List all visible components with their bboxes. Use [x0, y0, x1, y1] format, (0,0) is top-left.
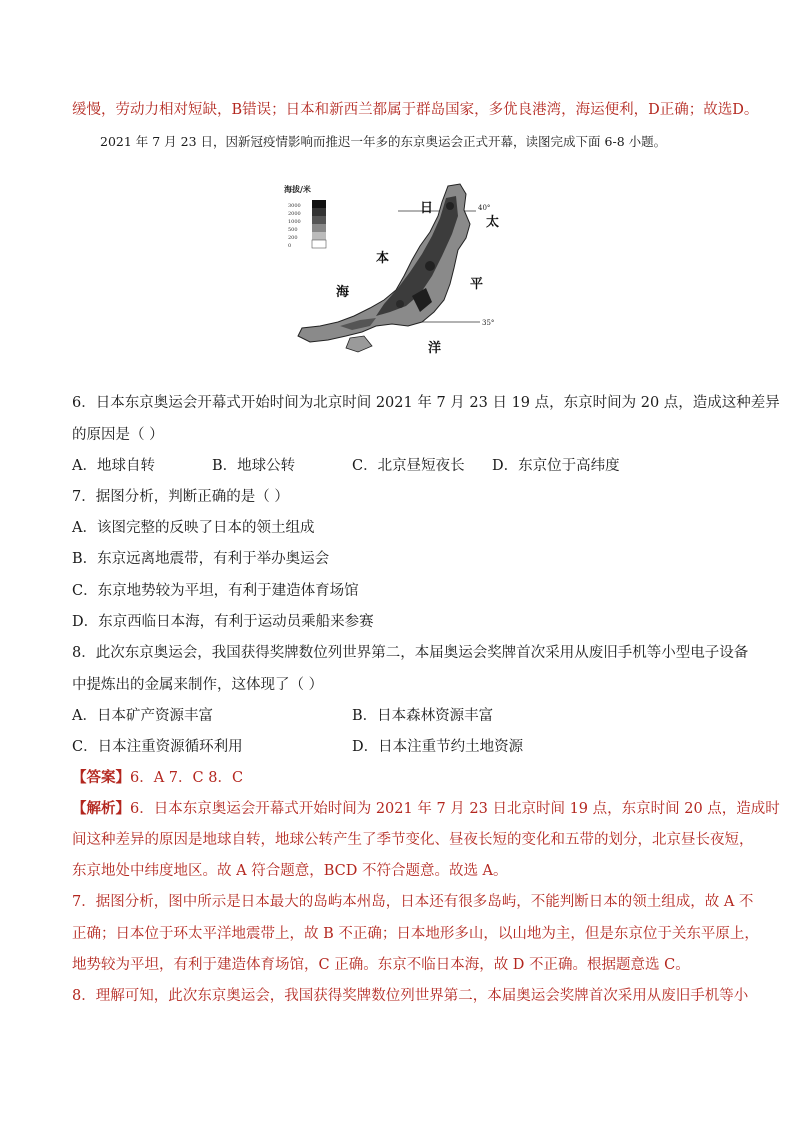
legend-value: 0	[288, 243, 292, 249]
analysis-line3: 东京地处中纬度地区。故 A 符合题意，BCD 不符合题意。故选 A。	[72, 863, 508, 879]
legend-swatch-1000	[312, 216, 326, 224]
answer-line	[72, 768, 243, 788]
q7-stem: 7．据图分析，判断正确的是（ ）	[72, 489, 289, 505]
q6-option-a: A．地球自转	[72, 458, 155, 474]
legend-swatch-3000	[312, 200, 326, 208]
q8-stem-line1: 8．此次东京奥运会，我国获得奖牌数位列世界第二，本届奥运会奖牌首次采用从废旧手机等小型电子设备	[72, 645, 749, 661]
analysis-text-1: 6．日本东京奥运会开幕式开始时间为 2021 年 7 月 23 日北京时间 19 点，东京时间 20 点，造成时	[130, 801, 780, 817]
q7-option-d: D．东京西临日本海，有利于运动员乘船来参赛	[72, 614, 374, 630]
legend-swatch-0	[312, 240, 326, 248]
legend-value: 1000	[288, 219, 301, 225]
japan-elevation-map	[280, 176, 520, 356]
analysis-line1	[72, 799, 780, 819]
analysis-line4: 7．据图分析，图中所示是日本最大的岛屿本州岛，日本还有很多岛屿，不能判断日本的领土组成，故 A 不	[72, 894, 754, 910]
legend-swatch-200	[312, 232, 326, 240]
q8-option-c: C．日本注重资源循环利用	[72, 739, 243, 755]
q6-stem-line2: 的原因是（ ）	[72, 427, 164, 443]
legend-value: 2000	[288, 211, 301, 217]
label-hai: 海	[336, 285, 350, 300]
q6-stem-line1: 6．日本东京奥运会开幕式开始时间为北京时间 2021 年 7 月 23 日 19 点，东京时间为 20 点，造成这种差异	[72, 395, 780, 411]
answer-tag: 【答案】	[72, 769, 130, 786]
q6-option-b: B．地球公转	[212, 458, 296, 474]
latitude-label-35: 35°	[482, 319, 495, 327]
label-ben: 本	[376, 251, 390, 266]
legend-value: 3000	[288, 203, 301, 209]
q7-option-b: B．东京远离地震带，有利于举办奥运会	[72, 551, 330, 567]
q8-option-d: D．日本注重节约土地资源	[352, 739, 524, 755]
analysis-line7: 8．理解可知，此次东京奥运会，我国获得奖牌数位列世界第二，本届奥运会奖牌首次采用从废旧手机等小	[72, 988, 749, 1004]
latitude-label-40: 40°	[478, 204, 491, 212]
label-yang: 洋	[428, 341, 442, 356]
analysis-line6: 地势较为平坦，有利于建造体育场馆，C 正确。东京不临日本海，故 D 不正确。根据题意选 C。	[72, 957, 690, 973]
q6-option-c: C．北京昼短夜长	[352, 458, 465, 474]
analysis-line2: 间这种差异的原因是地球自转，地球公转产生了季节变化、昼夜长短的变化和五带的划分，北京昼长夜短，	[72, 832, 754, 848]
legend-swatch-500	[312, 224, 326, 232]
q8-option-b: B．日本森林资源丰富	[352, 708, 494, 724]
answer-text: 6．A 7．C 8．C	[130, 770, 244, 786]
legend-value: 500	[288, 227, 298, 233]
question-intro: 2021 年 7 月 23 日，因新冠疫情影响而推迟一年多的东京奥运会正式开幕，读图完成下面 6-8 小题。	[100, 134, 667, 149]
previous-answer-tail: 缓慢，劳动力相对短缺，B错误；日本和新西兰都属于群岛国家，多优良港湾，海运便利，D正确；故选D。	[72, 102, 759, 118]
legend-value: 200	[288, 235, 298, 241]
analysis-tag: 【解析】	[72, 800, 130, 817]
q6-option-d: D．东京位于高纬度	[492, 458, 620, 474]
label-tai: 太	[486, 215, 500, 230]
label-ri: 日	[420, 201, 434, 216]
q7-option-c: C．东京地势较为平坦，有利于建造体育场馆	[72, 583, 359, 599]
q7-option-a: A．该图完整的反映了日本的领土组成	[72, 520, 315, 536]
analysis-line5: 正确；日本位于环太平洋地震带上，故 B 不正确；日本地形多山，以山地为主，但是东京位于关东平原上，	[72, 926, 759, 942]
legend-swatch-2000	[312, 208, 326, 216]
legend-title: 海拔/米	[284, 184, 311, 194]
q8-option-a: A．日本矿产资源丰富	[72, 708, 213, 724]
q8-stem-line2: 中提炼出的金属来制作，这体现了（ ）	[72, 677, 324, 693]
label-ping: 平	[470, 277, 484, 292]
